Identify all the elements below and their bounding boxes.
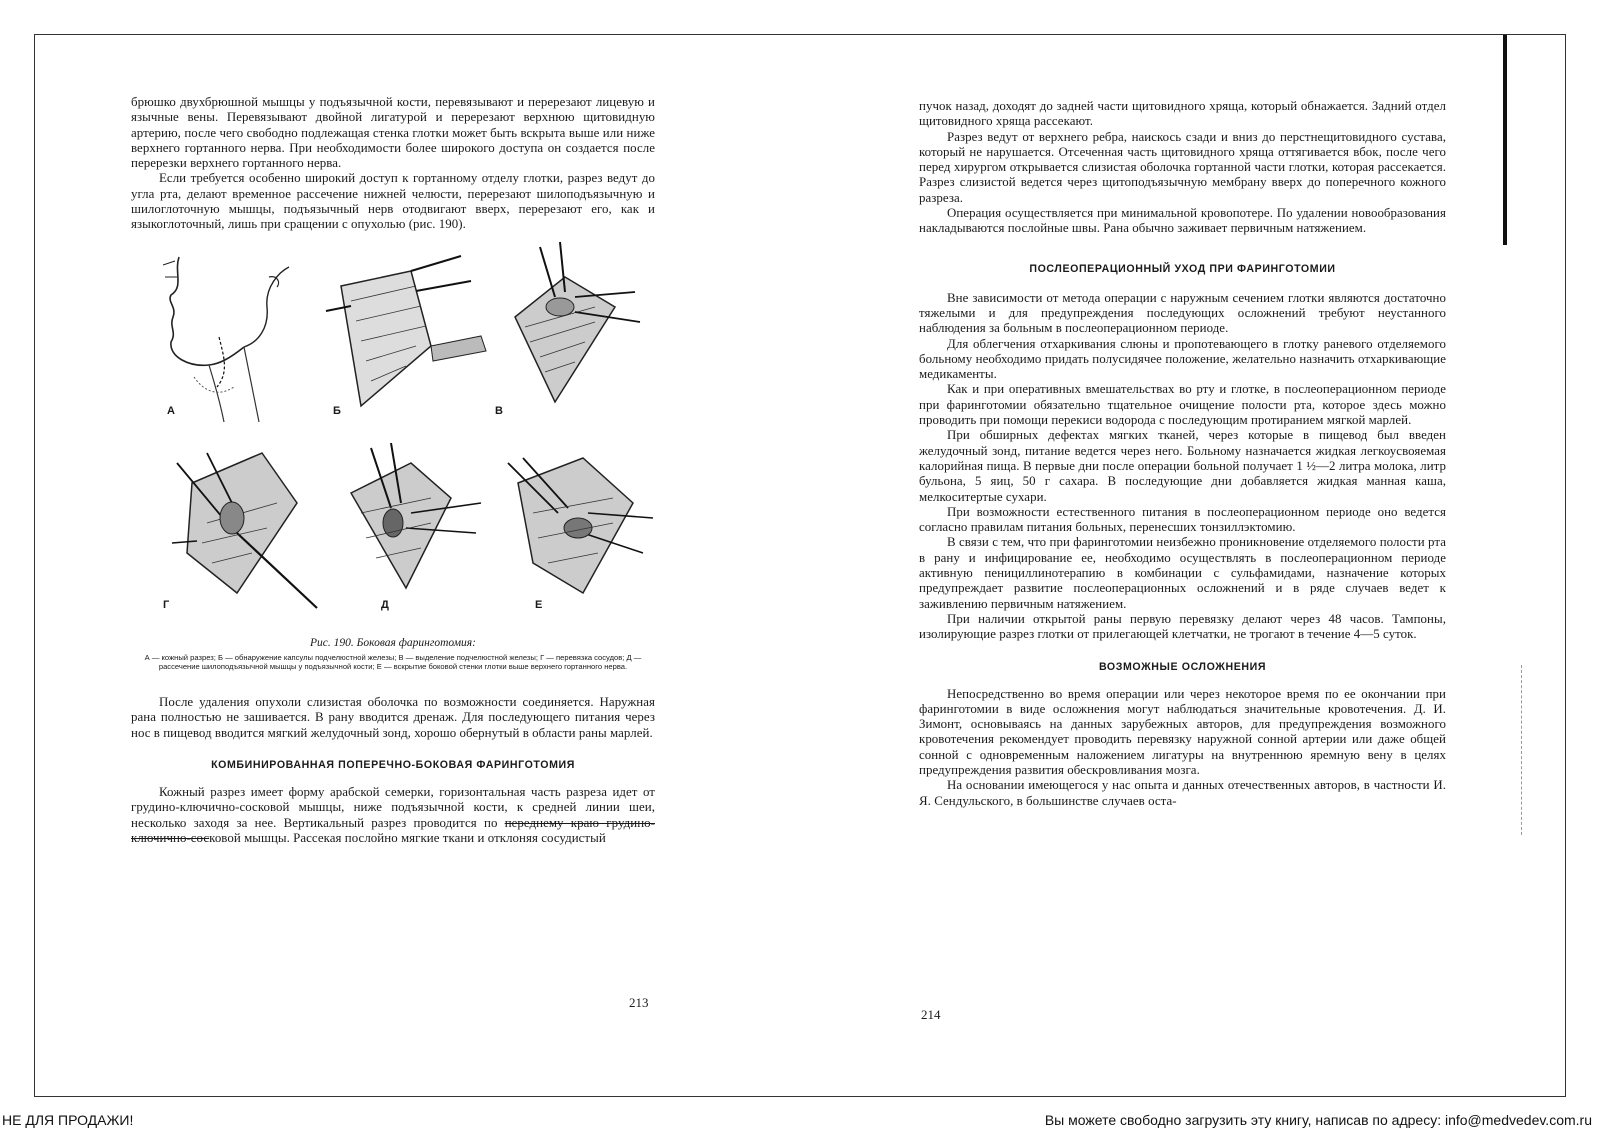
- panel-label-d: Д: [381, 598, 389, 611]
- scan-artifact-line: [1521, 665, 1523, 835]
- footer-not-for-sale: НЕ ДЛЯ ПРОДАЖИ!: [2, 1112, 134, 1128]
- left-para-4-end: ковой мышцы. Рассекая послойно мягкие ткани и отклоняя сосудистый: [209, 830, 606, 845]
- panel-label-a: А: [167, 404, 175, 417]
- book-spine-shadow: [1503, 35, 1507, 245]
- illustration-panel-e: [493, 443, 663, 618]
- illustration-panel-v: [485, 237, 655, 412]
- right-para-9: В связи с тем, что при фаринготомии неизбежно проникновение отделяемого полости рта в рану и инфицирование ее, необходимо осуществлять в послеоперационном периоде активную пенициллинотерапию в комбинации с сульфамидами, назначение которых предупреждает развитие послеоперационных осложнений и в ряде случаев ведет к заживлению первичным натяжением.: [919, 535, 1446, 611]
- panel-label-v: В: [495, 404, 503, 417]
- left-para-2: Если требуется особенно широкий доступ к гортанному отделу глотки, разрез ведут до угла рта, делают временное рассечение нижней челюсти, перерезают шилоподъязычную и шилоглоточную мышцы, подъязычный нерв отодвигают вверх, перерезают его, как и языкоглоточный, лишь при сращении с опухолью (рис. 190).: [131, 171, 655, 232]
- right-para-5: Для облегчения отхаркивания слюны и пропотевающего в глотку раневого отделяемого больному необходимо придать полусидячее положение, желательно назначить отхаркивающие медикаменты.: [919, 336, 1446, 382]
- left-para-4: [131, 785, 655, 846]
- panel-label-b: Б: [333, 404, 341, 417]
- right-heading-1: ПОСЛЕОПЕРАЦИОННЫЙ УХОД ПРИ ФАРИНГОТОМИИ: [1029, 262, 1336, 275]
- right-para-7: При обширных дефектах мягких тканей, через которые в пищевод был введен желудочный зонд, питание ведется через него. Больному назначается жидкая легкоусвояемая калорийная пища. В первые дни после операции больной получает 1 ½—2 литра молока, литр бульона, 5 яиц, 50 г сахара. В последующие дни добавляется жидкая манная каша, мелкоситертые сухари.: [919, 428, 1446, 504]
- left-page-number: 213: [629, 995, 649, 1010]
- left-para-4-start: Кожный разрез имеет форму арабской семерки, горизонтальная часть разреза идет от грудино-ключично-сосковой мышцы, ниже подъязычной кости, к средней линии шеи, несколько заходя за нее. Вертикальный разрез проводится по: [131, 784, 655, 830]
- illustration-panel-b: [321, 251, 491, 426]
- right-heading-2: ВОЗМОЖНЫЕ ОСЛОЖНЕНИЯ: [1098, 660, 1267, 673]
- right-para-2: Разрез ведут от верхнего ребра, наискось сзади и вниз до перстнещитовидного сустава, который не нарушается. Отсеченная часть щитовидного хряща оттягивается вбок, после чего перед хирургом открывается слизистая оболочка гортанной части глотки, которая рассекается. Разрез слизистой ведется через щитоподъязычную мембрану вверх до поперечного кожного разреза.: [919, 129, 1446, 205]
- figure-caption-title: Рис. 190. Боковая фаринготомия:: [310, 636, 476, 649]
- right-para-4: Вне зависимости от метода операции с наружным сечением глотки являются достаточно тяжелыми и для предупреждения последующих осложнений требуют неустанного наблюдения за больным в послеоперационном периоде.: [919, 290, 1446, 336]
- figure-caption-body: А — кожный разрез; Б — обнаружение капсулы подчелюстной железы; В — выделение подчелюстной железы; Г — перевязка сосудов; Д — рассечение шилоподъязычной мышцы у подъязычной кости; Е — вскрытие боковой стенки глотки выше верхнего гортанного нерва.: [144, 652, 642, 671]
- right-para-10: При наличии открытой раны первую перевязку делают через 48 часов. Тампоны, изолирующие разрез глотки от прилегающей клетчатки, не трогают в течение 4—5 суток.: [919, 611, 1446, 642]
- right-para-3: Операция осуществляется при минимальной кровопотере. По удалении новообразования накладываются послойные швы. Рана обычно заживает первичным натяжением.: [919, 206, 1446, 236]
- right-para-1: пучок назад, доходят до задней части щитовидного хряща, который обнажается. Задний отдел щитовидного хряща рассекают.: [919, 99, 1446, 129]
- scan-frame: [34, 34, 1566, 1097]
- illustration-panel-a: [149, 247, 319, 422]
- left-heading-1: КОМБИНИРОВАННАЯ ПОПЕРЕЧНО-БОКОВАЯ ФАРИНГОТОМИЯ: [211, 758, 575, 771]
- footer-download-notice: Вы можете свободно загрузить эту книгу, написав по адресу: info@medvedev.com.ru: [1044, 1112, 1592, 1128]
- right-page-number: 214: [921, 1007, 941, 1022]
- panel-label-g: Г: [163, 598, 170, 611]
- illustration-panel-g: [167, 443, 337, 618]
- left-para-3: После удаления опухоли слизистая оболочка по возможности соединяется. Наружная рана полностью не зашивается. В рану вводится дренаж. Для последующего питания через нос в пищевод вводится мягкий желудочный зонд, хорошо обернутый в области раны марлей.: [131, 695, 655, 740]
- left-page: [131, 95, 655, 1010]
- left-para-4-strike: переднему краю грудино-ключично-сос: [131, 815, 655, 845]
- right-para-12: На основании имеющегося у нас опыта и данных отечественных авторов, в частности И. Я. Сендульского, в большинстве случаев оста-: [919, 778, 1446, 808]
- right-page: [919, 99, 1446, 1022]
- right-para-11: Непосредственно во время операции или через некоторое время по ее окончании при фаринготомии в виде осложнения могут наблюдаться значительные кровотечения. Д. И. Зимонт, основываясь на данных зарубежных авторов, для предупреждения возможного кровотечения рекомендует проводить перевязку наружной сонной артерии или даже общей сонной с одновременным наложением лигатуры на внутреннюю яремную вену в целях предупреждения развития обескровливания мозга.: [919, 686, 1446, 777]
- panel-label-e: Е: [535, 598, 543, 611]
- left-para-1: брюшко двухбрюшной мышцы у подъязычной кости, перевязывают и перерезают лицевую и язычные вены. Перевязывают двойной лигатурой и перерезают верхнюю щитовидную артерию, после чего свободно подлежащая стенка глотки может быть вскрыта выше или ниже верхнего гортанного нерва. При необходимости более широкого доступа он создается после перерезки верхнего гортанного нерва.: [131, 95, 655, 171]
- right-para-6: Как и при оперативных вмешательствах во рту и глотке, в послеоперационном периоде при фаринготомии обязательно тщательное очищение полости рта, которое здесь можно проводить при помощи перекиси водорода с последующим протиранием мягкой марлей.: [919, 382, 1446, 428]
- figure-190: [131, 247, 655, 629]
- right-para-8: При возможности естественного питания в послеоперационном периоде оно ведется согласно правилам питания больных, перенесших тонзиллэктомию.: [919, 504, 1446, 535]
- illustration-panel-d: [331, 443, 501, 618]
